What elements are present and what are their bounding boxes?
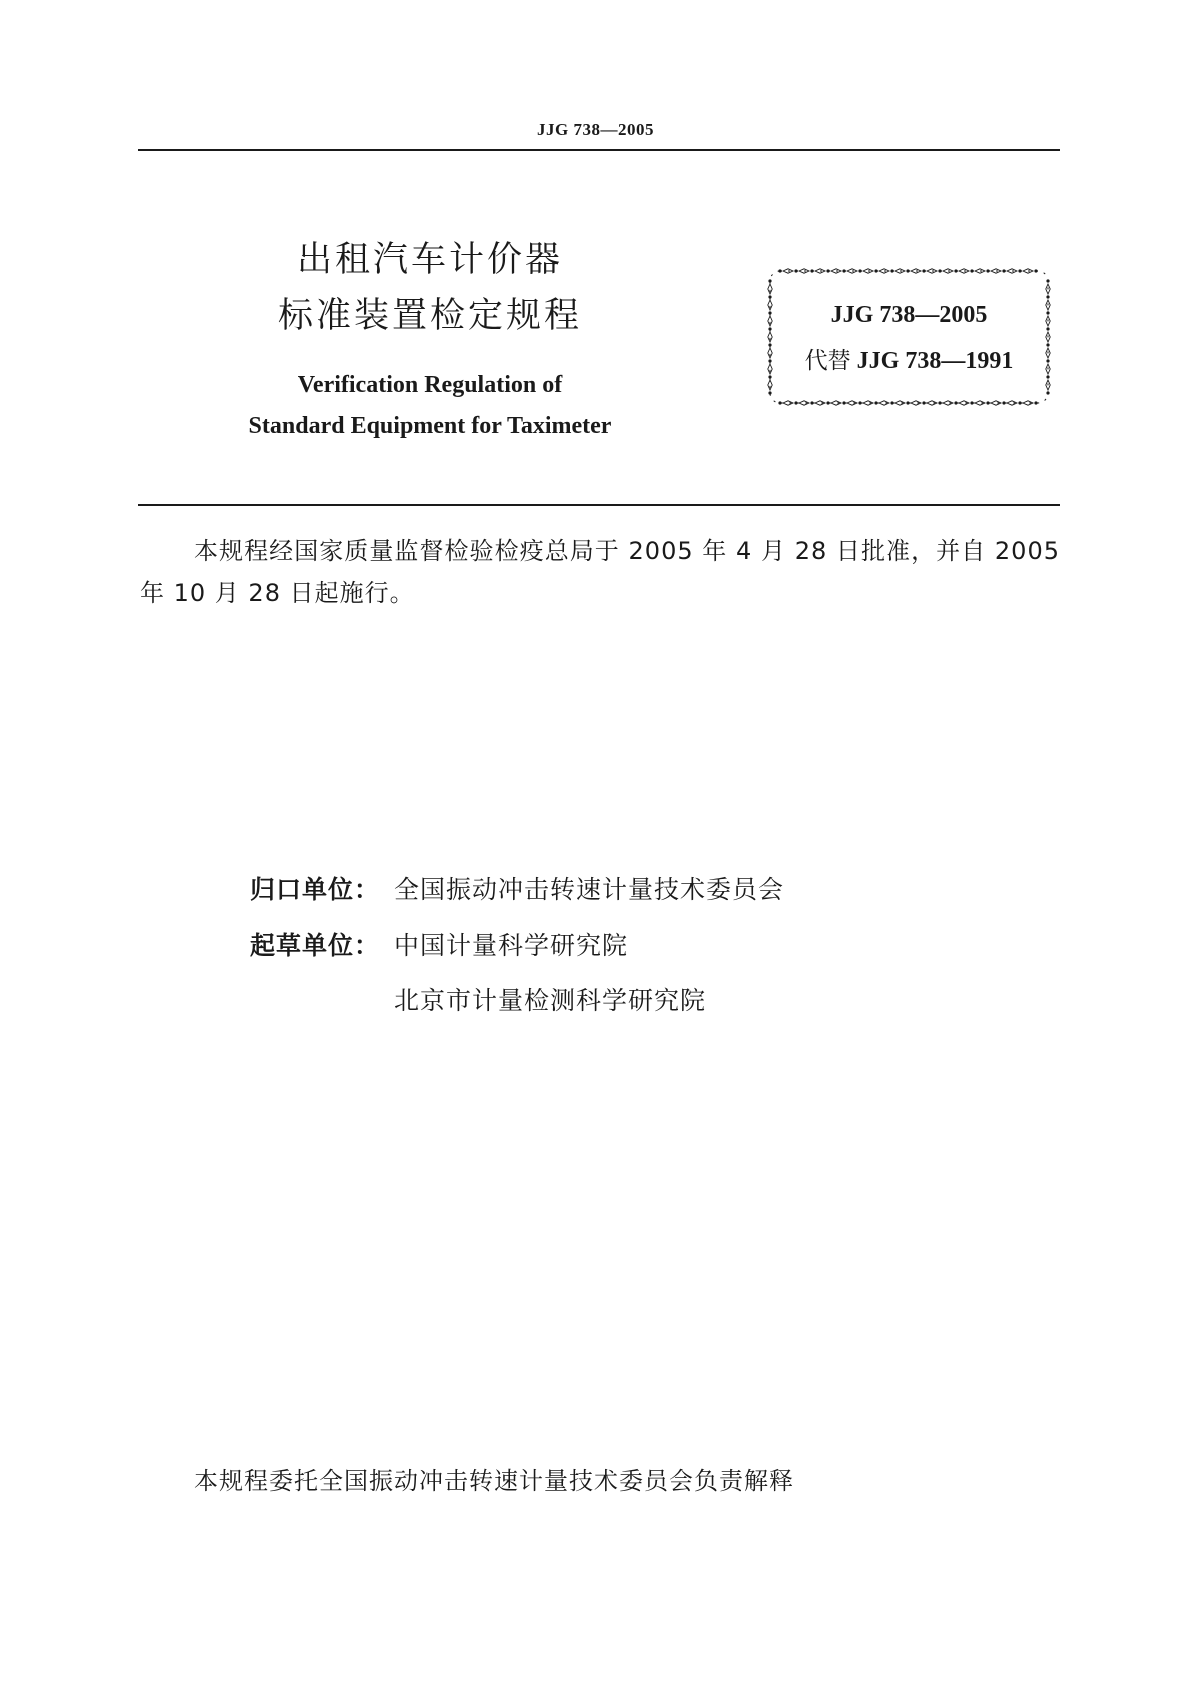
responsible-unit-row: [250, 870, 784, 906]
drafting-unit-value-2: 北京市计量检测科学研究院: [394, 986, 707, 1015]
drafting-unit-label: 起草单位：: [250, 931, 381, 960]
approval-statement: 本规程经国家质量监督检验检疫总局于 2005 年 4 月 28 日批准，并自 2005 年 10 月 28 日起施行。: [140, 537, 1060, 607]
regulation-code: JJG 738—2005: [830, 302, 988, 328]
code-box: [765, 266, 1053, 408]
interpretation-note: 本规程委托全国振动冲击转速计量技术委员会负责解释: [194, 1467, 794, 1495]
drafting-unit-row: [250, 926, 628, 962]
title-en-line2: Standard Equipment for Taximeter: [248, 413, 612, 439]
header-rule: [138, 149, 1060, 151]
drafting-unit-value-1: 中国计量科学研究院: [394, 931, 629, 960]
replaces-prefix: 代替: [804, 348, 851, 374]
responsible-unit-label: 归口单位：: [250, 875, 381, 904]
section-rule: [138, 504, 1060, 506]
ornate-border-decoration: [765, 266, 1053, 408]
title-cn-line2: 标准装置检定规程: [277, 296, 582, 336]
running-header-code: JJG 738—2005: [537, 120, 654, 139]
title-en-line1: Verification Regulation of: [297, 372, 563, 398]
title-cn-line1: 出租汽车计价器: [296, 240, 563, 280]
replaces-code: JJG 738—1991: [856, 348, 1014, 374]
responsible-unit-value: 全国振动冲击转速计量技术委员会: [394, 875, 785, 904]
drafting-unit-row-2: [250, 981, 706, 1017]
replaces-line: [765, 342, 1053, 375]
